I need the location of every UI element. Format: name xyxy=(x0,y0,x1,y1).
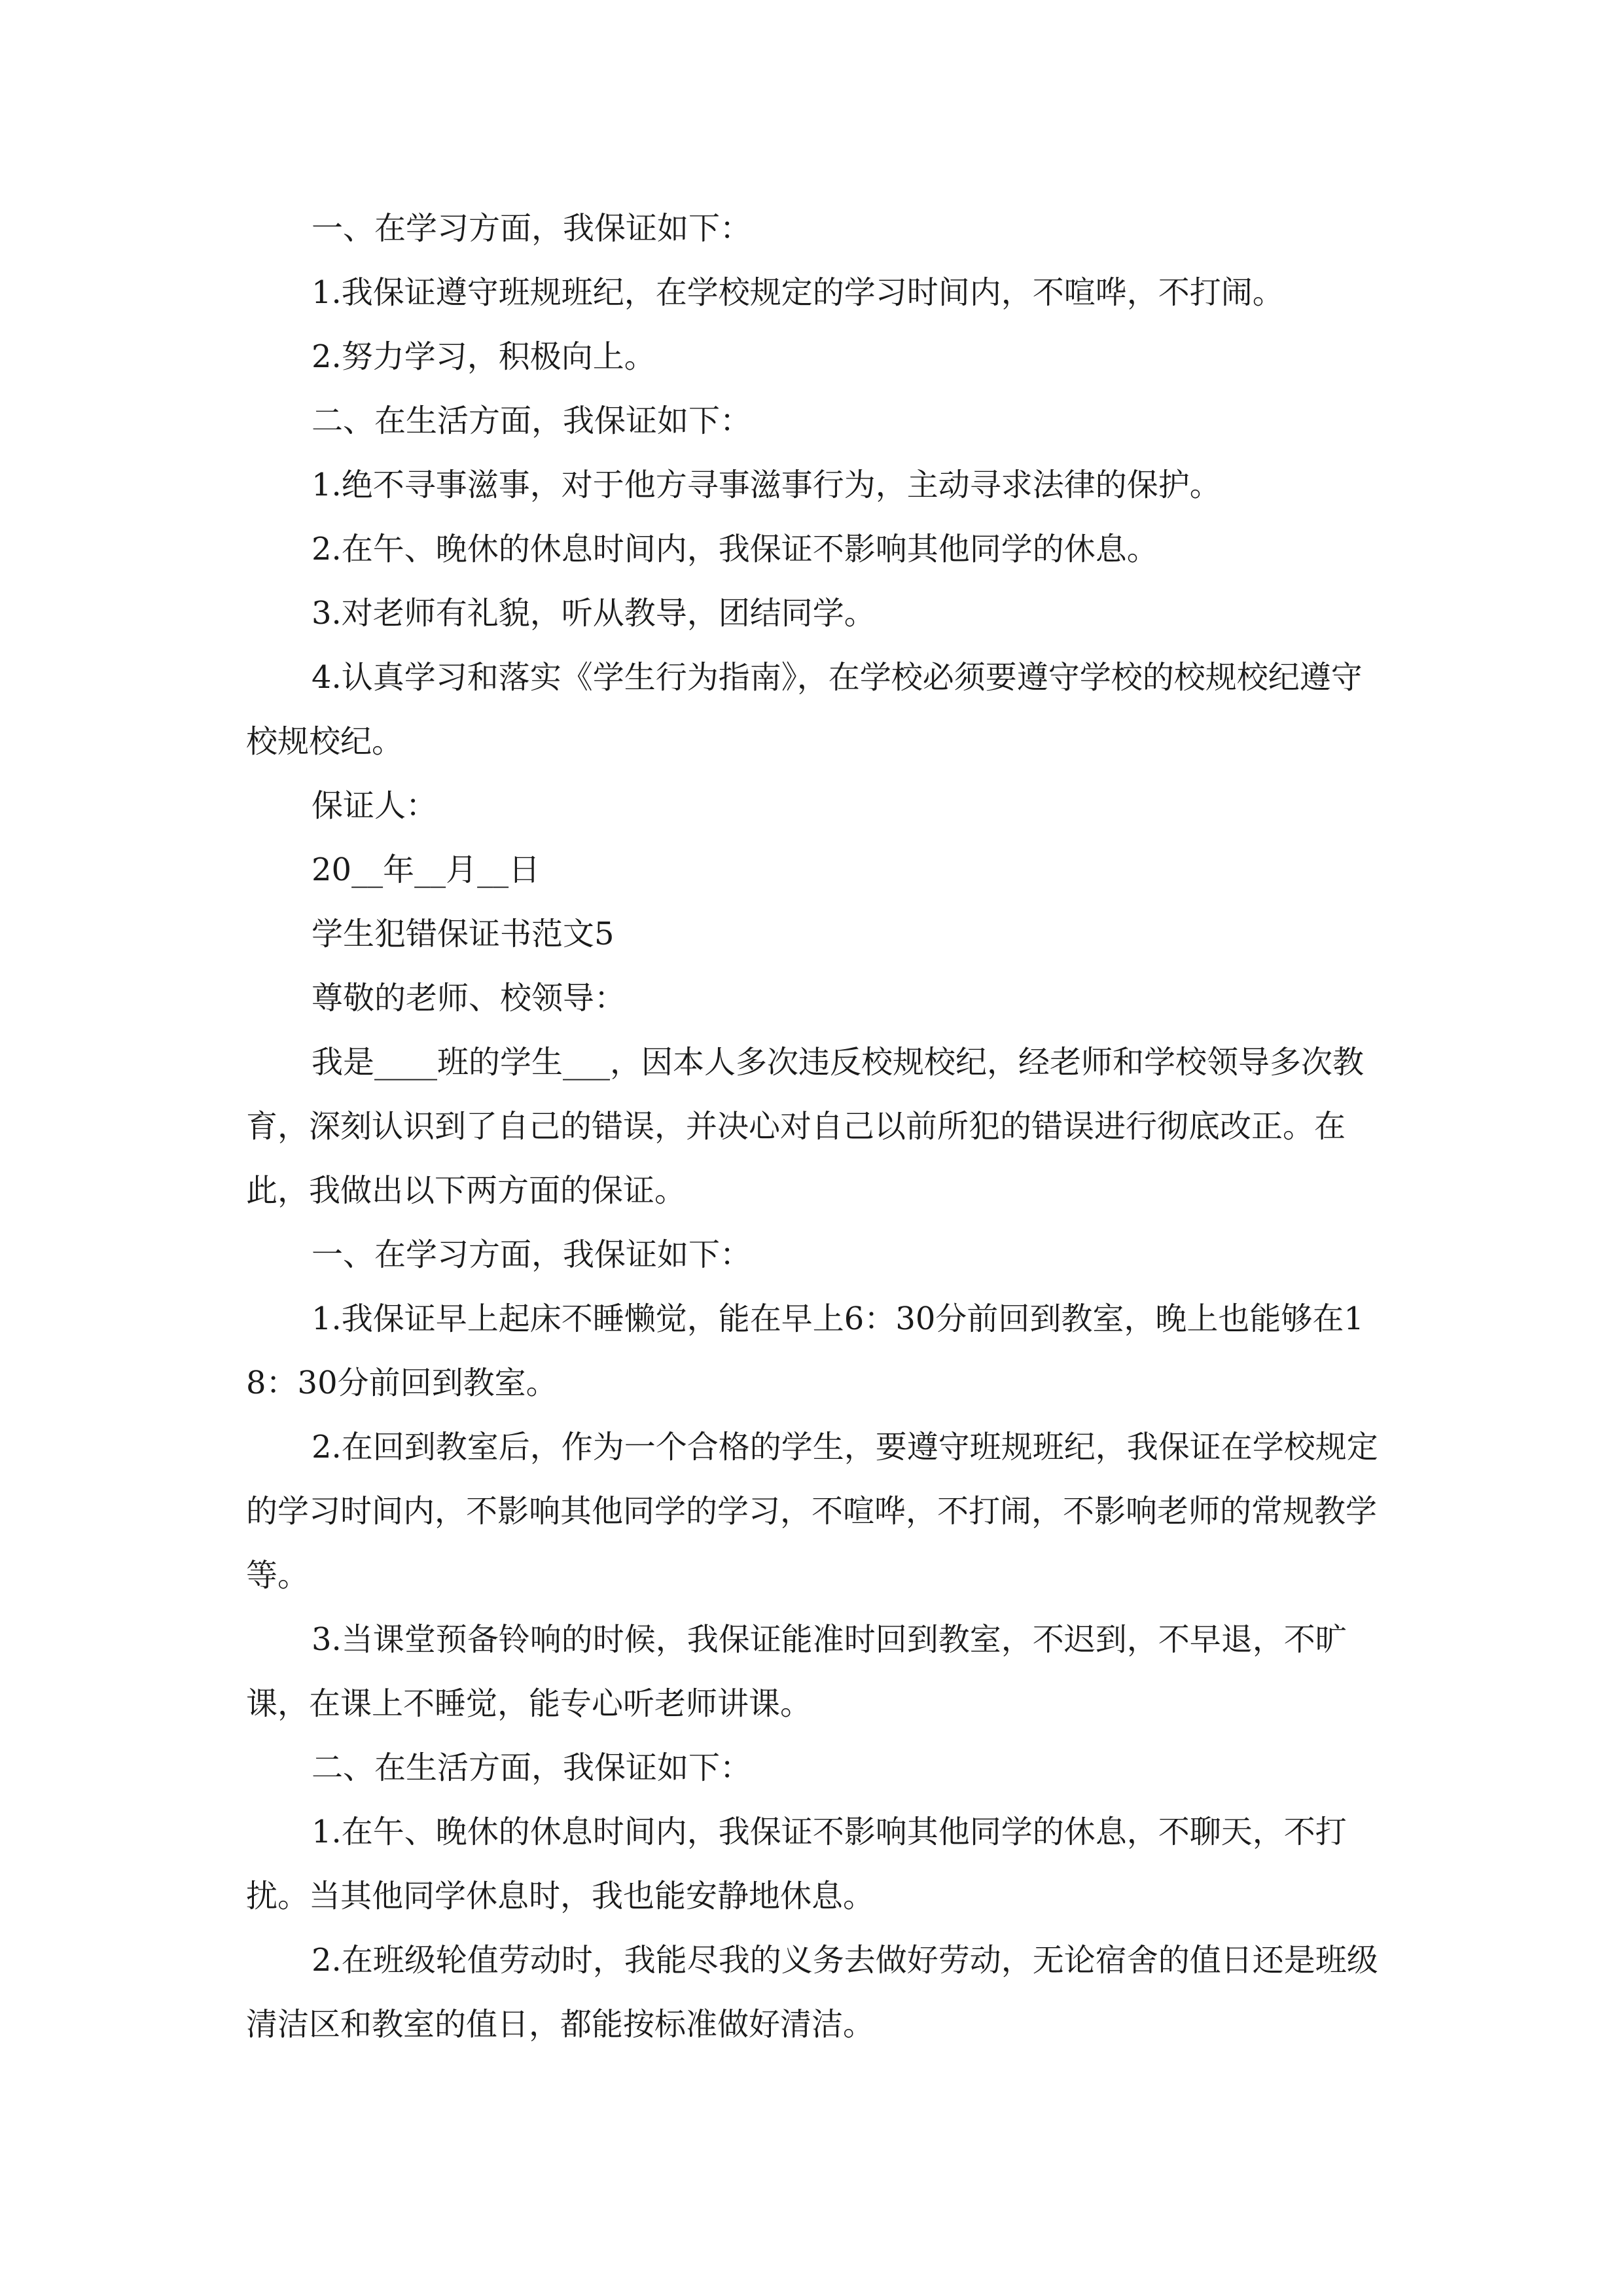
sample-title: 学生犯错保证书范文5 xyxy=(312,916,615,952)
paragraph: 2.在午、晚休的休息时间内，我保证不影响其他同学的休息。 xyxy=(312,531,1158,567)
date-line: 20__年__月__日 xyxy=(312,852,541,888)
paragraph: 4.认真学习和落实《学生行为指南》，在学校必须要遵守学校的校规校纪遵守校规校纪。 xyxy=(246,659,1363,760)
paragraph: 1.我保证早上起床不睡懒觉，能在早上6：30分前回到教室，晚上也能够在18：30分前回到教室。 xyxy=(246,1300,1364,1401)
section-heading-study: 一、在学习方面，我保证如下： xyxy=(312,210,752,247)
guarantor-label: 保证人： xyxy=(312,787,438,824)
paragraph: 2.努力学习，积极向上。 xyxy=(312,338,656,375)
paragraph: 1.我保证遵守班规班纪，在学校规定的学习时间内，不喧哗，不打闹。 xyxy=(312,274,1284,311)
paragraph: 3.对老师有礼貌，听从教导，团结同学。 xyxy=(312,595,876,632)
paragraph: 1.在午、晚休的休息时间内，我保证不影响其他同学的休息，不聊天，不打扰。当其他同学休息时，我也能安静地休息。 xyxy=(246,1814,1347,1914)
paragraph: 2.在班级轮值劳动时，我能尽我的义务去做好劳动，无论宿舍的值日还是班级清洁区和教室的值日，都能按标准做好清洁。 xyxy=(246,1942,1378,2043)
section-heading-study: 一、在学习方面，我保证如下： xyxy=(312,1236,752,1273)
section-heading-life: 二、在生活方面，我保证如下： xyxy=(312,1749,752,1786)
paragraph: 1.绝不寻事滋事，对于他方寻事滋事行为，主动寻求法律的保护。 xyxy=(312,467,1221,503)
paragraph: 我是____班的学生___，因本人多次违反校规校纪，经老师和学校领导多次教育，深刻认识到了自己的错误，并决心对自己以前所犯的错误进行彻底改正。在此，我做出以下两方面的保证。 xyxy=(246,1044,1364,1209)
salutation: 尊敬的老师、校领导： xyxy=(312,980,626,1016)
document-page xyxy=(246,196,1385,2056)
paragraph: 2.在回到教室后，作为一个合格的学生，要遵守班规班纪，我保证在学校规定的学习时间内，不影响其他同学的学习，不喧哗，不打闹，不影响老师的常规教学等。 xyxy=(246,1429,1378,1594)
section-heading-life: 二、在生活方面，我保证如下： xyxy=(312,403,752,439)
paragraph: 3.当课堂预备铃响的时候，我保证能准时回到教室，不迟到，不早退，不旷课，在课上不睡觉，能专心听老师讲课。 xyxy=(246,1621,1347,1722)
